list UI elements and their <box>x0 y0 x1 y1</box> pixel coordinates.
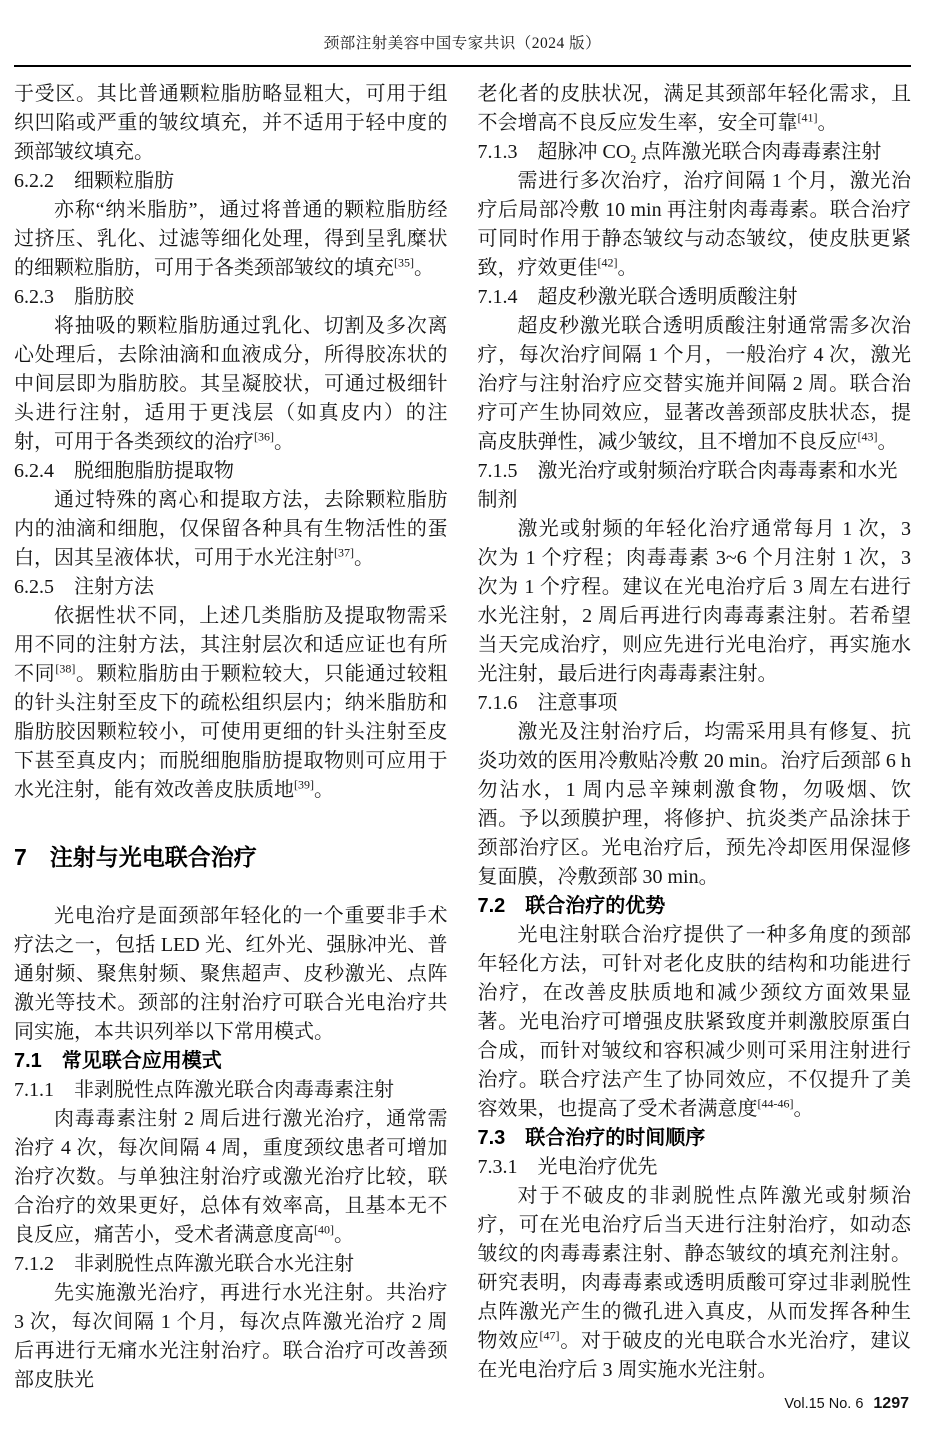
text-run: 7.1.3 超脉冲 CO <box>477 141 631 163</box>
reference-marker: [42] <box>597 255 618 270</box>
chemical-subscript: 2 <box>630 152 637 166</box>
text-run: 将抽吸的颗粒脂肪通过乳化、切割及多次离心处理后，去除油滴和血液成分，所得胶冻状的中间层即为脂肪胶。其呈凝胶状，可通过极细针头进行注射，适用于更浅层（如真皮内）的注射，可用于各类颈纹的治疗 <box>14 315 448 453</box>
reference-marker: [36] <box>254 429 274 444</box>
text-run: 点阵激光联合肉毒毒素注射 <box>636 141 882 163</box>
section-heading <box>478 689 912 718</box>
section-heading <box>14 1250 448 1279</box>
paragraph <box>14 1105 448 1250</box>
text-run: 。对于破皮的光电联合水光治疗，建议在光电治疗后 3 周实施水光注射。 <box>477 1330 912 1381</box>
text-run: 6.2.2 细颗粒脂肪 <box>14 170 174 192</box>
running-title: 颈部注射美容中国专家共识（2024 版） <box>323 35 602 52</box>
right-column <box>478 80 912 1395</box>
text-run: 对于不破皮的非剥脱性点阵激光或射频治疗，可在光电治疗后当天进行注射治疗，如动态皱纹的肉毒毒素注射、静态皱纹的填充剂注射。研究表明，肉毒毒素或透明质酸可穿过非剥脱性点阵激光产生的微孔进入真皮，从而发挥各种生物效应 <box>477 1185 911 1352</box>
reference-marker: [47] <box>539 1328 560 1343</box>
text-run: 亦称“纳米脂肪”，通过将普通的颗粒脂肪经过挤压、乳化、过滤等细化处理，得到呈乳糜状的细颗粒脂肪，可用于各类颈部皱纹的填充 <box>14 199 448 279</box>
text-run: 7.1.5 激光治疗或射频治疗联合肉毒毒素和水光制剂 <box>477 460 898 511</box>
text-run: 7.1 常见联合应用模式 <box>14 1050 222 1072</box>
paragraph <box>14 196 448 283</box>
text-run: 7.1.1 非剥脱性点阵激光联合肉毒毒素注射 <box>14 1079 394 1101</box>
text-run: 激光或射频的年轻化治疗通常每月 1 次，3 次为 1 个疗程；肉毒毒素 3~6 个月注射 1 次，3 次为 1 个疗程。建议在光电治疗后 3 周左右进行水光注射，2 周后再进行肉毒毒素注射。若希望当天完成治疗，则应先进行光电治疗，再实施水光注射，最后进行肉毒毒素注射。 <box>477 518 911 685</box>
paragraph <box>478 312 912 457</box>
text-run: 。 <box>354 547 374 569</box>
text-run: 7.1.6 注意事项 <box>477 692 618 714</box>
section-heading <box>14 283 448 312</box>
paragraph <box>14 602 448 805</box>
paragraph <box>14 80 448 167</box>
reference-marker: [44-46] <box>757 1096 794 1111</box>
reference-marker: [41] <box>797 110 818 125</box>
text-run: 肉毒毒素注射 2 周后进行激光治疗，通常需治疗 4 次，每次间隔 4 周，重度颈纹患者可增加治疗次数。与单独注射治疗或激光治疗比较，联合治疗的效果更好，总体有效率高，且基本无不良反应，痛苦小，受术者满意度高 <box>14 1108 448 1246</box>
text-run: 。 <box>274 431 294 453</box>
paragraph <box>478 80 912 138</box>
section-heading <box>14 167 448 196</box>
text-run: 7.2 联合治疗的优势 <box>477 895 666 917</box>
paragraph <box>478 1182 912 1385</box>
section-heading <box>478 457 912 515</box>
text-run: 。 <box>793 1098 814 1120</box>
section-heading <box>14 1076 448 1105</box>
section-heading <box>478 1153 912 1182</box>
text-run: 7.3 联合治疗的时间顺序 <box>477 1127 706 1149</box>
paragraph <box>14 1279 448 1395</box>
text-run: 依据性状不同，上述几类脂肪及提取物需采用不同的注射方法，其注射层次和适应证也有所不同 <box>14 605 448 685</box>
text-run: 7.3.1 光电治疗优先 <box>477 1156 658 1178</box>
text-run: 。 <box>877 431 898 453</box>
page-number: 1297 <box>873 1395 909 1412</box>
paragraph <box>14 312 448 457</box>
text-run: 。 <box>817 112 838 134</box>
text-run: 。 <box>334 1224 354 1246</box>
reference-marker: [43] <box>857 429 878 444</box>
text-run: 。 <box>314 779 334 801</box>
section-heading <box>14 573 448 602</box>
section-heading <box>14 457 448 486</box>
section-heading <box>478 892 912 921</box>
left-column <box>14 80 448 1395</box>
reference-marker: [40] <box>314 1222 334 1237</box>
reference-marker: [35] <box>394 255 414 270</box>
paragraph <box>478 515 912 689</box>
text-run: 于受区。其比普通颗粒脂肪略显粗大，可用于组织凹陷或严重的皱纹填充，并不适用于轻中度的颈部皱纹填充。 <box>14 83 448 163</box>
text-run: 。 <box>617 257 638 279</box>
paragraph <box>14 486 448 573</box>
text-run: 激光及注射治疗后，均需采用具有修复、抗炎功效的医用冷敷贴冷敷 20 min。治疗后颈部 6 h 勿沾水，1 周内忌辛辣刺激食物，勿吸烟、饮酒。予以颈膜护理，将修护、抗炎类产品涂抹于颈部治疗区。光电治疗后，预先冷却医用保湿修复面膜，冷敷颈部 30 min。 <box>477 721 911 888</box>
section-heading <box>478 283 912 312</box>
text-run: 超皮秒激光联合透明质酸注射通常需多次治疗，每次治疗间隔 1 个月，一般治疗 4 次，激光治疗与注射治疗应交替实施并间隔 2 周。联合治疗可产生协同效应，显著改善颈部皮肤状态，提高皮肤弹性，减少皱纹，且不增加不良反应 <box>477 315 911 453</box>
text-run: 6.2.5 注射方法 <box>14 576 154 598</box>
paragraph <box>478 167 912 283</box>
page-footer <box>784 1395 909 1413</box>
text-run: 通过特殊的离心和提取方法，去除颗粒脂肪内的油滴和细胞，仅保留各种具有生物活性的蛋白，因其呈液体状，可用于水光注射 <box>14 489 448 569</box>
text-run: 光电注射联合治疗提供了一种多角度的颈部年轻化方法，可针对老化皮肤的结构和功能进行治疗，在改善皮肤质地和减少颈纹方面效果显著。光电治疗可增强皮肤紧致度并刺激胶原蛋白合成，而针对皱纹和容积减少则可采用注射进行治疗。联合疗法产生了协同效应，不仅提升了美容效果，也提高了受术者满意度 <box>477 924 911 1120</box>
paragraph <box>478 718 912 892</box>
paragraph <box>478 921 912 1124</box>
text-run: 老化者的皮肤状况，满足其颈部年轻化需求，且不会增高不良反应发生率，安全可靠 <box>477 83 911 134</box>
text-run: 7 注射与光电联合治疗 <box>14 844 257 870</box>
text-run: 6.2.4 脱细胞脂肪提取物 <box>14 460 234 482</box>
text-run: 7.1.2 非剥脱性点阵激光联合水光注射 <box>14 1253 354 1275</box>
text-run: 7.1.4 超皮秒激光联合透明质酸注射 <box>477 286 798 308</box>
article-body <box>0 67 925 1395</box>
section-heading <box>478 1124 912 1153</box>
text-run: 需进行多次治疗，治疗间隔 1 个月，激光治疗后局部冷敷 10 min 再注射肉毒毒素。联合治疗可同时作用于静态皱纹与动态皱纹，使皮肤更紧致，疗效更佳 <box>477 170 911 279</box>
reference-marker: [38] <box>55 661 76 676</box>
reference-marker: [39] <box>294 777 314 792</box>
page-header <box>0 0 925 67</box>
section-heading <box>478 138 912 167</box>
reference-marker: [37] <box>334 545 354 560</box>
volume-issue-label: Vol.15 No. 6 <box>784 1396 864 1412</box>
text-run: 先实施激光治疗，再进行水光注射。共治疗 3 次，每次间隔 1 个月，每次点阵激光治疗 2 周后再进行无痛水光注射治疗。联合治疗可改善颈部皮肤光 <box>14 1282 448 1391</box>
section-heading <box>14 841 448 874</box>
text-run: 光电治疗是面颈部年轻化的一个重要非手术疗法之一，包括 LED 光、红外光、强脉冲光、普通射频、聚焦射频、聚焦超声、皮秒激光、点阵激光等技术。颈部的注射治疗可联合光电治疗共同实施，本共识列举以下常用模式。 <box>14 905 448 1043</box>
text-run: 6.2.3 脂肪胶 <box>14 286 134 308</box>
section-heading <box>14 1047 448 1076</box>
text-run: 。 <box>414 257 434 279</box>
paragraph <box>14 902 448 1047</box>
text-run: 。颗粒脂肪由于颗粒较大，只能通过较粗的针头注射至皮下的疏松组织层内；纳米脂肪和脂肪胶因颗粒较小，可使用更细的针头注射至皮下甚至真皮内；而脱细胞脂肪提取物则可应用于水光注射，能有效改善皮肤质地 <box>14 663 448 801</box>
